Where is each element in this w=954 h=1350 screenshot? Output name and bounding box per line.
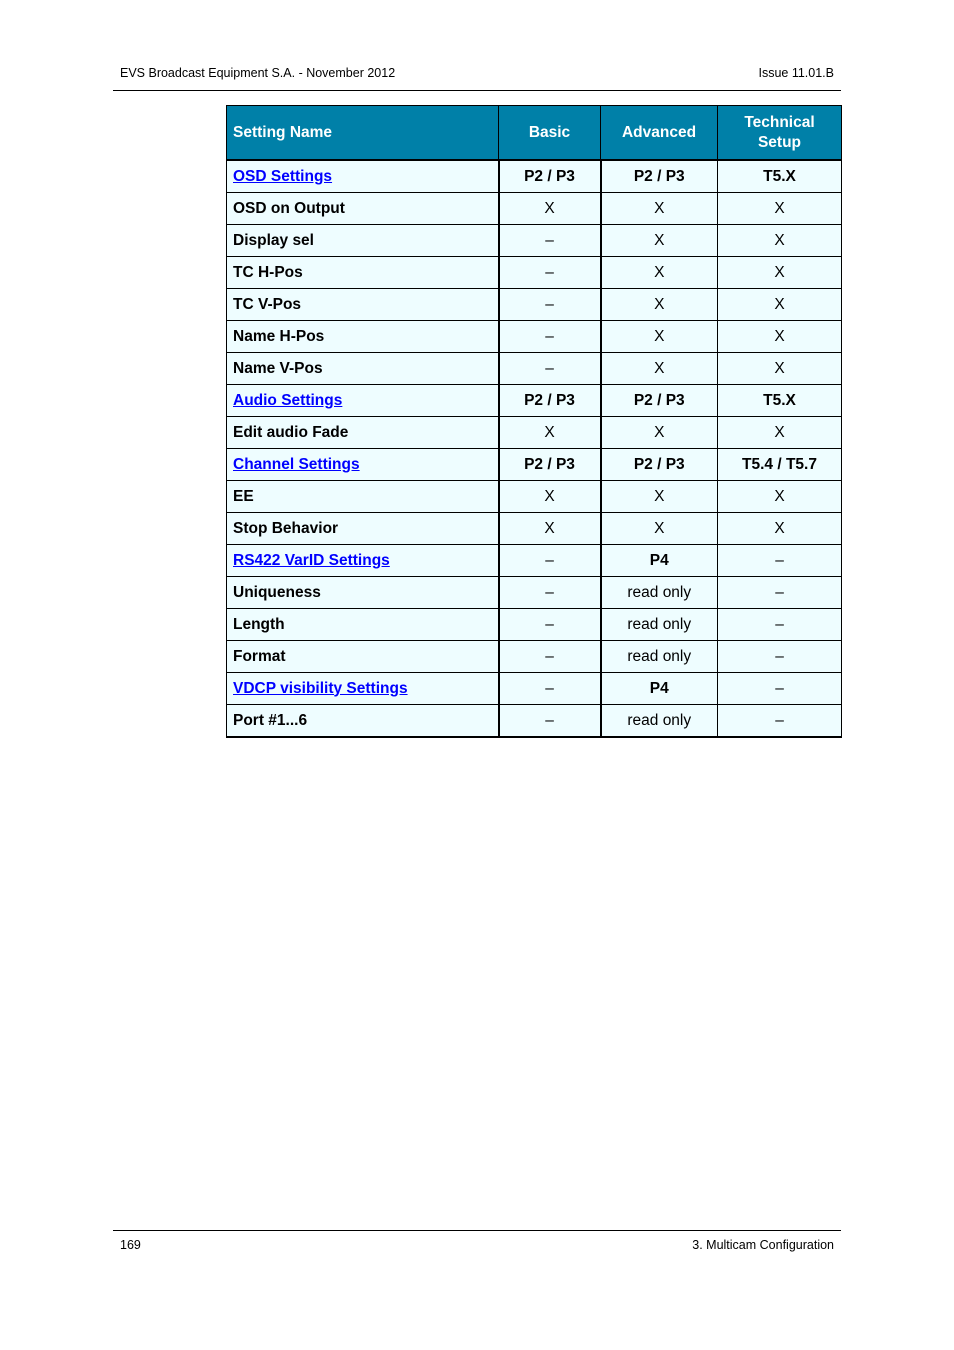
technical-setup-cell: X bbox=[718, 257, 842, 289]
technical-setup-cell: X bbox=[718, 481, 842, 513]
table-row bbox=[227, 481, 842, 513]
settings-section-link[interactable]: Channel Settings bbox=[233, 455, 360, 473]
basic-cell: – bbox=[499, 577, 601, 609]
table-row bbox=[227, 160, 842, 193]
table-header-row bbox=[227, 106, 842, 161]
basic-cell: X bbox=[499, 193, 601, 225]
advanced-cell: X bbox=[601, 513, 718, 545]
advanced-cell: X bbox=[601, 225, 718, 257]
advanced-cell: X bbox=[601, 257, 718, 289]
setting-name-cell: Format bbox=[227, 641, 499, 673]
advanced-cell: X bbox=[601, 193, 718, 225]
table-row bbox=[227, 193, 842, 225]
technical-setup-cell: X bbox=[718, 193, 842, 225]
technical-setup-cell: X bbox=[718, 513, 842, 545]
settings-table bbox=[226, 105, 842, 738]
setting-name-cell: Stop Behavior bbox=[227, 513, 499, 545]
setting-name-cell: TC V-Pos bbox=[227, 289, 499, 321]
basic-cell: X bbox=[499, 513, 601, 545]
technical-setup-cell: – bbox=[718, 545, 842, 577]
settings-section-link[interactable]: VDCP visibility Settings bbox=[233, 679, 408, 697]
setting-name-cell: Length bbox=[227, 609, 499, 641]
table-row bbox=[227, 641, 842, 673]
advanced-cell: read only bbox=[601, 641, 718, 673]
table-row bbox=[227, 289, 842, 321]
table-row bbox=[227, 353, 842, 385]
basic-cell: – bbox=[499, 609, 601, 641]
technical-setup-cell: – bbox=[718, 577, 842, 609]
setting-name-cell: EE bbox=[227, 481, 499, 513]
setting-name-cell: TC H-Pos bbox=[227, 257, 499, 289]
technical-setup-cell: X bbox=[718, 289, 842, 321]
table-row bbox=[227, 577, 842, 609]
setting-name-cell: Port #1...6 bbox=[227, 705, 499, 738]
column-header-setting-name: Setting Name bbox=[227, 106, 499, 161]
basic-cell: P2 / P3 bbox=[499, 160, 601, 193]
technical-setup-cell: T5.X bbox=[718, 160, 842, 193]
advanced-cell: read only bbox=[601, 705, 718, 738]
technical-setup-cell: X bbox=[718, 321, 842, 353]
setting-name-cell: Display sel bbox=[227, 225, 499, 257]
table-row bbox=[227, 673, 842, 705]
table-row bbox=[227, 513, 842, 545]
table-row bbox=[227, 385, 842, 417]
column-header-basic: Basic bbox=[499, 106, 601, 161]
basic-cell: – bbox=[499, 545, 601, 577]
advanced-cell: read only bbox=[601, 609, 718, 641]
technical-setup-cell: – bbox=[718, 673, 842, 705]
basic-cell: X bbox=[499, 417, 601, 449]
table-row bbox=[227, 545, 842, 577]
advanced-cell: P4 bbox=[601, 545, 718, 577]
footer-divider bbox=[113, 1230, 841, 1231]
setting-name-cell: Name V-Pos bbox=[227, 353, 499, 385]
basic-cell: P2 / P3 bbox=[499, 449, 601, 481]
settings-section-link[interactable]: Audio Settings bbox=[233, 391, 343, 409]
technical-setup-cell: T5.X bbox=[718, 385, 842, 417]
advanced-cell: X bbox=[601, 289, 718, 321]
advanced-cell: X bbox=[601, 481, 718, 513]
settings-section-link[interactable]: OSD Settings bbox=[233, 167, 333, 185]
basic-cell: X bbox=[499, 481, 601, 513]
table-row bbox=[227, 705, 842, 738]
technical-setup-cell: T5.4 / T5.7 bbox=[718, 449, 842, 481]
basic-cell: – bbox=[499, 641, 601, 673]
advanced-cell: P2 / P3 bbox=[601, 449, 718, 481]
advanced-cell: X bbox=[601, 417, 718, 449]
setting-name-cell bbox=[227, 673, 499, 705]
table-row bbox=[227, 225, 842, 257]
advanced-cell: P4 bbox=[601, 673, 718, 705]
setting-name-cell: Edit audio Fade bbox=[227, 417, 499, 449]
technical-setup-cell: – bbox=[718, 641, 842, 673]
setting-name-cell bbox=[227, 545, 499, 577]
setting-name-cell: Uniqueness bbox=[227, 577, 499, 609]
basic-cell: – bbox=[499, 673, 601, 705]
advanced-cell: X bbox=[601, 353, 718, 385]
table-row bbox=[227, 449, 842, 481]
basic-cell: – bbox=[499, 257, 601, 289]
advanced-cell: P2 / P3 bbox=[601, 385, 718, 417]
technical-setup-cell: X bbox=[718, 225, 842, 257]
technical-setup-cell: X bbox=[718, 353, 842, 385]
page-number: 169 bbox=[120, 1238, 141, 1252]
table-row bbox=[227, 417, 842, 449]
table-row bbox=[227, 609, 842, 641]
basic-cell: – bbox=[499, 321, 601, 353]
table-body bbox=[227, 160, 842, 737]
column-header-advanced: Advanced bbox=[601, 106, 718, 161]
table-row bbox=[227, 257, 842, 289]
technical-setup-cell: X bbox=[718, 417, 842, 449]
advanced-cell: X bbox=[601, 321, 718, 353]
setting-name-cell bbox=[227, 160, 499, 193]
page-header-left: EVS Broadcast Equipment S.A. - November 2012 bbox=[120, 66, 396, 80]
column-header-technical-setup: Technical Setup bbox=[718, 106, 842, 161]
technical-setup-cell: – bbox=[718, 705, 842, 738]
table-row bbox=[227, 321, 842, 353]
basic-cell: – bbox=[499, 705, 601, 738]
basic-cell: – bbox=[499, 353, 601, 385]
settings-section-link[interactable]: RS422 VarID Settings bbox=[233, 551, 390, 569]
setting-name-cell: OSD on Output bbox=[227, 193, 499, 225]
header-divider bbox=[113, 90, 841, 91]
setting-name-cell bbox=[227, 449, 499, 481]
advanced-cell: P2 / P3 bbox=[601, 160, 718, 193]
setting-name-cell bbox=[227, 385, 499, 417]
footer-section-title: 3. Multicam Configuration bbox=[692, 1238, 834, 1252]
advanced-cell: read only bbox=[601, 577, 718, 609]
setting-name-cell: Name H-Pos bbox=[227, 321, 499, 353]
basic-cell: P2 / P3 bbox=[499, 385, 601, 417]
page-header-right: Issue 11.01.B bbox=[758, 66, 834, 80]
basic-cell: – bbox=[499, 225, 601, 257]
technical-setup-cell: – bbox=[718, 609, 842, 641]
basic-cell: – bbox=[499, 289, 601, 321]
